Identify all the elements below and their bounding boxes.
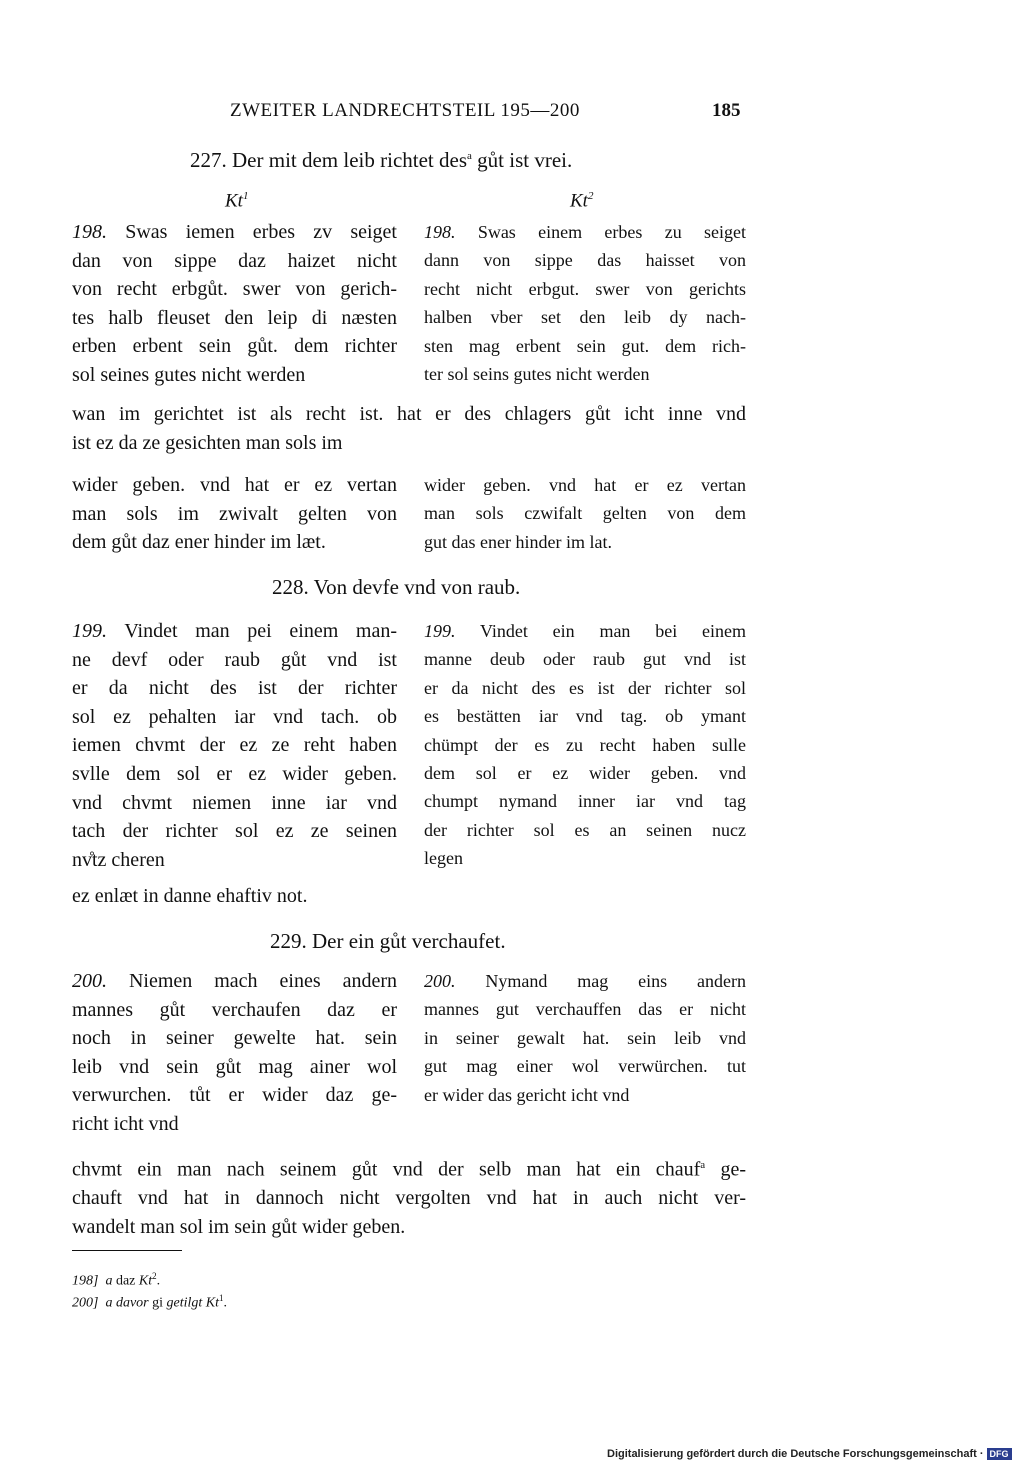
page-number: 185 — [712, 100, 741, 121]
text-line: ter sol seins gutes nicht werden — [424, 364, 650, 385]
text-line: chümpt der es zu recht haben sulle — [424, 734, 746, 755]
article-199-kt2 — [424, 617, 746, 873]
footnote-rule — [72, 1250, 182, 1251]
text-line: vnd chvmt niemen inne iar vnd — [72, 791, 397, 814]
text-line: sol seines gutes nicht werden — [72, 363, 306, 386]
text-line: wider geben. vnd hat er ez vertan — [72, 474, 397, 496]
text-line: dan von sippe daz haizet nicht — [72, 249, 397, 272]
article-198-kt2 — [424, 218, 746, 388]
text-line: man sols im zwivalt gelten von — [72, 502, 397, 525]
text-line: leib vnd sein gůt mag ainer wol — [72, 1055, 397, 1078]
text-line: dann von sippe das haisset von — [424, 250, 746, 271]
text-line: nv̊tz cheren — [72, 848, 165, 871]
text-line: halben vber set den leib dy nach- — [424, 307, 746, 328]
text-line: chumpt nymand inner iar vnd tag — [424, 791, 746, 812]
text-line: mannes gůt verchaufen daz er — [72, 998, 397, 1021]
text-line: sten mag erbent sein gut. dem rich- — [424, 335, 746, 356]
text-line: 199. Vindet man pei einem man- — [72, 620, 398, 642]
text-line: wan im gerichtet ist als recht ist. hat er des chlagers gůt icht inne vnd — [72, 403, 746, 425]
digitization-note: Digitalisierung gefördert durch die Deutsche Forschungsgemeinschaft · DFG — [607, 1448, 1012, 1460]
text-line: 199. Vindet ein man bei einem — [424, 621, 746, 641]
siglum-kt2: Kt$^2$ — [570, 190, 594, 212]
text-line: dem sol er ez wider geben. vnd — [424, 763, 746, 784]
text-line: richt icht vnd — [72, 1112, 179, 1135]
text-line: legen — [424, 848, 463, 869]
article-198-shared — [72, 400, 746, 457]
text-line: der richter sol es an seinen nucz — [424, 819, 746, 840]
footnote-198: 198] a daz Kt$^2$. — [72, 1271, 161, 1289]
text-line: es bestätten iar vnd tag. ob ymant — [424, 706, 746, 727]
text-line: mannes gut verchauffen das er nicht — [424, 999, 746, 1020]
section-heading-227: 227. Der mit dem leib richtet des$^a$ gůt ist vrei. — [190, 148, 573, 172]
text-line: 200. Niemen mach eines andern — [72, 970, 397, 992]
text-line: iemen chvmt der ez ze reht haben — [72, 734, 397, 757]
text-line: wandelt man sol im sein gůt wider geben. — [72, 1215, 406, 1238]
text-line: in seiner gewalt hat. sein leib vnd — [424, 1027, 746, 1048]
text-line: chauft vnd hat in dannoch nicht vergolten vnd hat in auch nicht ver- — [72, 1187, 746, 1210]
text-line: 200. Nymand mag eins andern — [424, 971, 746, 991]
footnote-200: 200] a davor gi getilgt Kt$^1$. — [72, 1293, 228, 1311]
text-line: er da nicht des es ist der richter sol — [424, 677, 746, 698]
article-198-kt2-cont — [424, 471, 746, 556]
text-line: sol ez pehalten iar vnd tach. ob — [72, 705, 397, 728]
text-line: 198. Swas iemen erbes zv seiget — [72, 221, 397, 243]
text-line: man sols czwifalt gelten von dem — [424, 503, 746, 524]
text-line: verwurchen. tůt er wider daz ge- — [72, 1084, 397, 1107]
running-title: ZWEITER LANDRECHTSTEIL 195—200 — [230, 100, 580, 121]
text-line: noch in seiner gewelte hat. sein — [72, 1027, 397, 1050]
text-line: er wider das gericht icht vnd — [424, 1084, 630, 1105]
article-200-shared — [72, 1151, 746, 1241]
text-line: wider geben. vnd hat er ez vertan — [424, 475, 746, 495]
text-line: von recht erbgůt. swer von gerich- — [72, 278, 397, 301]
text-line: tes halb fleuset den leip di næsten — [72, 306, 397, 329]
text-line: manne deub oder raub gut vnd ist — [424, 649, 746, 670]
article-199-kt1 — [72, 617, 397, 874]
text-line: ist ez da ze gesichten man sols im — [72, 431, 343, 454]
dfg-logo-icon: DFG — [987, 1448, 1012, 1460]
text-line: gut das ener hinder im lat. — [424, 531, 612, 552]
article-198-kt1 — [72, 218, 397, 390]
section-heading-229: 229. Der ein gůt verchaufet. — [270, 929, 506, 953]
text-line: er da nicht des ist der richter — [72, 677, 397, 700]
article-198-kt1-cont — [72, 471, 397, 557]
text-line: gut mag einer wol verwürchen. tut — [424, 1056, 746, 1077]
text-line: dem gůt daz ener hinder im læt. — [72, 531, 326, 554]
article-199-shared — [72, 882, 746, 911]
text-line: recht nicht erbgut. swer von gerichts — [424, 278, 746, 299]
text-line: chvmt ein man nach seinem gůt vnd der selb man hat ein chauf$^a$ ge- — [72, 1158, 746, 1181]
article-200-kt1 — [72, 967, 397, 1139]
text-line: ez enlæt in danne ehaftiv not. — [72, 885, 308, 907]
siglum-kt1: Kt$^1$ — [225, 190, 249, 212]
text-line: erben erbent sein gůt. dem richter — [72, 335, 397, 358]
article-200-kt2 — [424, 967, 746, 1109]
text-line: 198. Swas einem erbes zu seiget — [424, 222, 746, 242]
section-heading-228: 228. Von devfe vnd von raub. — [272, 575, 521, 599]
text-line: svlle dem sol er ez wider geben. — [72, 762, 397, 785]
text-line: ne devf oder raub gůt vnd ist — [72, 648, 397, 671]
text-line: tach der richter sol ez ze seinen — [72, 820, 397, 843]
